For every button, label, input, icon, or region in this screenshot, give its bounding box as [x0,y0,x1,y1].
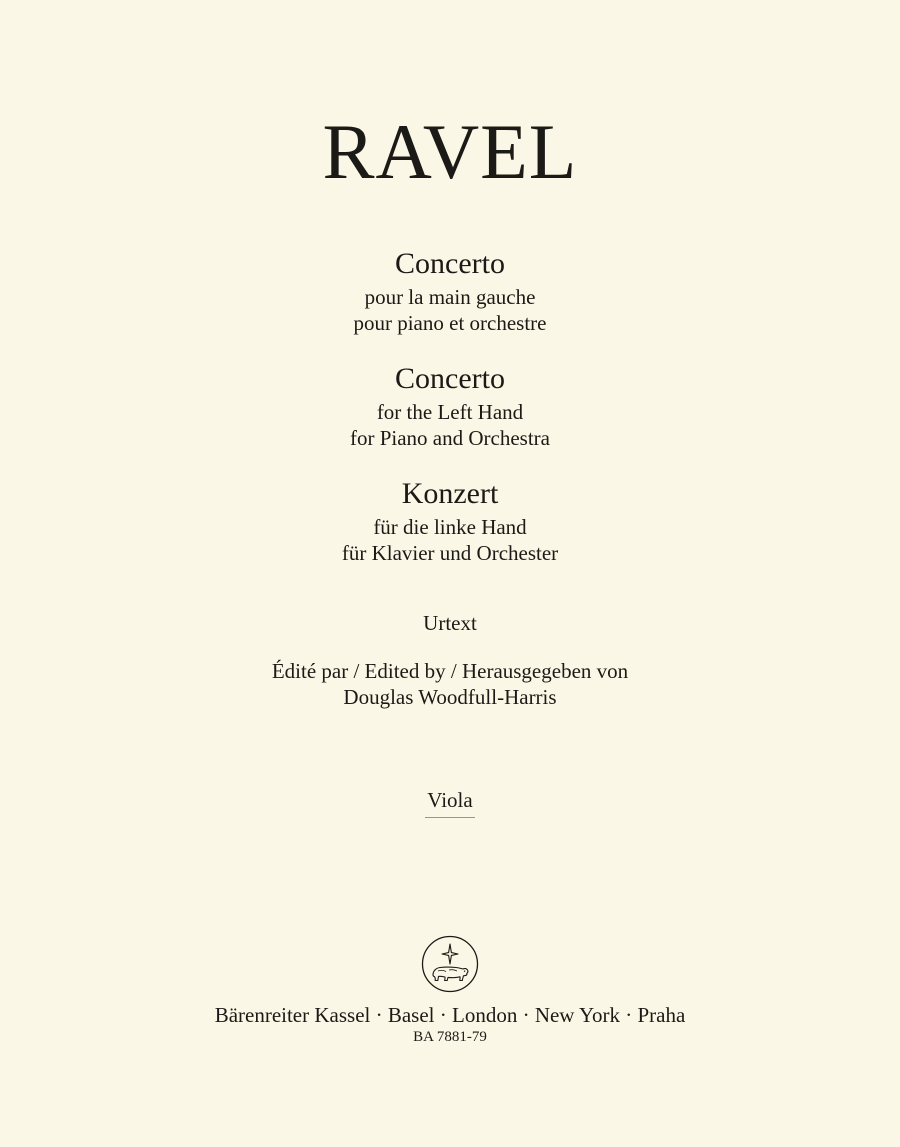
french-subtitle-1: pour la main gauche [364,285,536,309]
publisher-line: Bärenreiter Kassel · Basel · London · New York · Praha [214,1003,686,1027]
german-subtitle-1: für die linke Hand [373,515,527,539]
instrument-name: Viola [425,790,474,818]
german-subtitle-2: für Klavier und Orchester [341,541,559,565]
instrument-block [0,790,900,818]
english-subtitle-2: for Piano and Orchestra [349,426,550,450]
editor-name: Douglas Woodfull-Harris [343,685,557,709]
german-title: Konzert [401,477,499,510]
english-subtitle-1: for the Left Hand [376,400,524,424]
catalog-number: BA 7881-79 [413,1029,487,1045]
french-title: Concerto [395,247,505,280]
composer-name: RAVEL [322,108,578,195]
french-subtitle-2: pour piano et orchestre [353,311,547,335]
baerenreiter-bear-logo-icon [421,935,479,993]
editor-label: Édité par / Edited by / Herausgegeben von [271,659,629,683]
english-title: Concerto [395,362,505,395]
edition-label: Urtext [423,611,477,635]
